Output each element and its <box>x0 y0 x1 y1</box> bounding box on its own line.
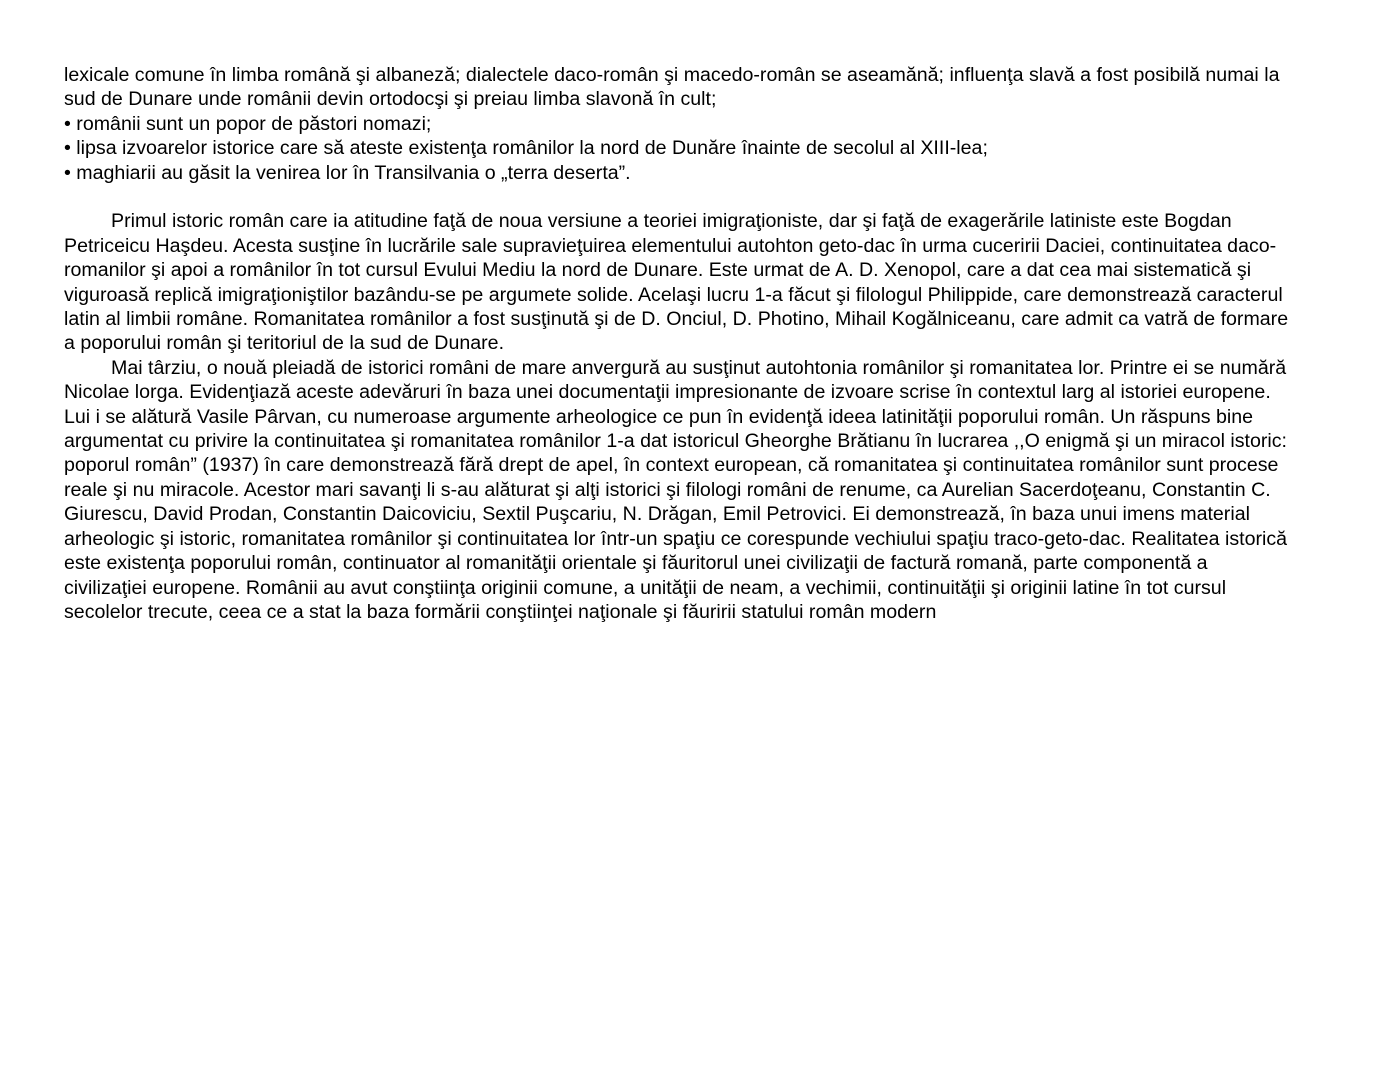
text-line: este existenţa poporului român, continuator al romanităţii orientale şi făuritorul unei civilizaţii de factură romană, parte componentă a <box>64 552 1208 575</box>
bullet-list <box>64 112 1388 185</box>
text-line: Petriceicu Haşdeu. Acesta susţine în lucrările sale supravieţuirea elementului autohton geto-dac în urma cuceririi Daciei, continuitatea daco- <box>64 234 1277 257</box>
text-line: sud de Dunare unde românii devin ortodocşi şi preiau limba slavonă în cult; <box>64 88 717 111</box>
paragraph-iorga <box>64 356 1388 624</box>
text-line: a poporului român şi teritoriul de la sud de Dunare. <box>64 332 505 355</box>
text-line: Mai târziu, o nouă pleiadă de istorici români de mare anvergură au susţinut autohtonia românilor şi romanitatea lor. Printre ei se numără <box>111 356 1287 379</box>
intro-text <box>64 63 1388 112</box>
text-line: arheologic şi istoric, romanitatea românilor şi continuitatea lor într-un spaţiu ce corespunde vechiului spaţiu traco-geto-dac. Realitatea istorică <box>64 527 1288 550</box>
text-line: argumentat cu privire la continuitatea şi romanitatea românilor 1-a dat istoricul Gheorghe Brătianu în lucrarea ,,O enigmă şi un miracol istoric: <box>64 430 1288 453</box>
bullet-item: • maghiarii au găsit la venirea lor în Transilvania o „terra deserta”. <box>64 161 631 184</box>
text-line: latin al limbii române. Romanitatea românilor a fost susţinută şi de D. Onciul, D. Photino, Mihail Kogălniceanu, care admit ca vatră de formare <box>64 308 1289 331</box>
paragraph-gap <box>64 185 1388 209</box>
text-line: romanilor şi apoi a românilor în tot cursul Evului Mediu la nord de Dunare. Este urmat de A. D. Xenopol, care a dat cea mai sistematică şi <box>64 259 1252 282</box>
document-page <box>64 63 1388 624</box>
bullet-item: • lipsa izvoarelor istorice care să ateste existenţa românilor la nord de Dunăre înainte de secolul al XIII-lea; <box>64 137 988 160</box>
text-line: Primul istoric român care ia atitudine faţă de noua versiune a teoriei imigraţioniste, dar şi faţă de exagerările latiniste este Bogdan <box>111 210 1232 233</box>
text-line: Nicolae lorga. Evidenţiază aceste adevăruri în baza unei documentaţii impresionante de izvoare scrise în contextul larg al istoriei europene. <box>64 381 1271 404</box>
text-line: reale şi nu miracole. Acestor mari savanţi li s-au alăturat şi alţi istorici şi filologi români de renume, ca Aurelian Sacerdoţeanu, Constantin C. <box>64 478 1271 501</box>
text-line: Lui i se alătură Vasile Pârvan, cu numeroase argumente arheologice ce pun în evidenţă ideea latinităţii poporului român. Un răspuns bine <box>64 405 1254 428</box>
text-line: viguroasă replică imigraţioniştilor bazându-se pe argumete solide. Acelaşi lucru 1-a făcut şi filologul Philippide, care demonstrează caracterul <box>64 283 1283 306</box>
paragraph-hasdeu <box>64 209 1388 355</box>
text-line: Giurescu, David Prodan, Constantin Daicoviciu, Sextil Puşcariu, N. Drăgan, Emil Petrovici. Ei demonstrează, în baza unui imens material <box>64 503 1250 526</box>
text-line: lexicale comune în limba română şi albaneză; dialectele daco-român şi macedo-român se aseamănă; influenţa slavă a fost posibilă numai la <box>64 64 1280 86</box>
text-line: poporul român” (1937) în care demonstrează fără drept de apel, în context european, că romanitatea şi continuitatea românilor sunt procese <box>64 454 1279 477</box>
bullet-item: • românii sunt un popor de păstori nomazi; <box>64 112 432 135</box>
text-line: civilizaţiei europene. Românii au avut conştiinţa originii comune, a unităţii de neam, a vechimii, continuităţii şi originii latine în tot cursul <box>64 576 1227 599</box>
text-line: secolelor trecute, ceea ce a stat la baza formării conştiinţei naţionale şi făuririi statului român modern <box>64 600 937 623</box>
